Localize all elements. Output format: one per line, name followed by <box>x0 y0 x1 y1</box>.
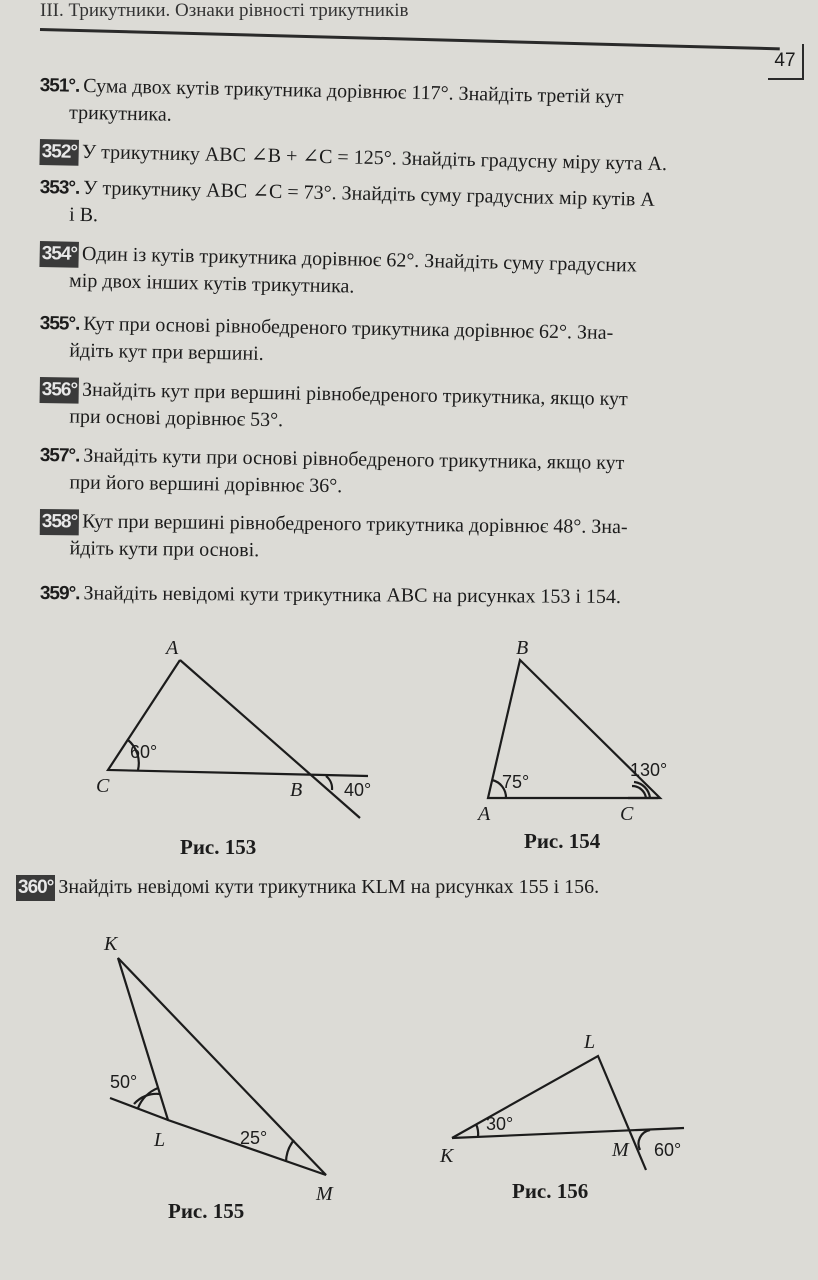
vertex-label-B: B <box>290 779 303 801</box>
figure-caption: Рис. 156 <box>512 1179 589 1203</box>
problem-text: У трикутнику ABC ∠C = 73°. Знайдіть суму градусних мір кутів A <box>83 176 656 211</box>
problem-number: 360° <box>16 875 55 901</box>
angle-label-L-ext: 50° <box>110 1072 138 1092</box>
problem-text-cont: і B. <box>68 203 99 227</box>
angle-arc-K <box>476 1124 478 1137</box>
vertex-label-B: B <box>516 637 529 659</box>
angle-label-C: 60° <box>130 742 158 762</box>
problem-text: У трикутнику ABC ∠B + ∠C = 125°. Знайдіть градусну міру кута A. <box>81 140 668 176</box>
angle-arc-M <box>286 1140 294 1162</box>
problem-number: 354° <box>39 241 79 268</box>
figure-153 <box>108 660 368 818</box>
vertex-label-L: L <box>154 1129 166 1151</box>
problem-number: 356° <box>40 377 80 404</box>
extended-side <box>180 660 360 818</box>
figure-156 <box>452 1056 684 1170</box>
vertex-label-C: C <box>620 803 634 825</box>
problem-text: Сума двох кутів трикутника дорівнює 117°. Знайдіть третій кут <box>83 74 624 109</box>
vertex-label-C: C <box>96 775 110 797</box>
figure-caption: Рис. 155 <box>168 1199 245 1223</box>
problem-text-cont: йдіть кути при основі. <box>69 537 260 562</box>
triangle-sides <box>118 958 326 1175</box>
problem-number: 353°. <box>39 176 80 199</box>
problem-text: Знайдіть кути при основі рівнобедреного трикутника, якщо кут <box>83 444 625 475</box>
angle-label-C-ext: 130° <box>630 760 668 780</box>
page-number: 47 <box>768 44 804 80</box>
vertex-label-A: A <box>166 637 179 659</box>
problem-number: 352° <box>39 139 79 166</box>
extended-side <box>110 1098 168 1120</box>
angle-label-K: 30° <box>486 1114 514 1134</box>
problem-number: 358° <box>40 509 80 535</box>
problem-number: 359°. <box>39 582 80 605</box>
figure-caption: Рис. 153 <box>180 835 257 859</box>
figure-caption: Рис. 154 <box>524 829 601 853</box>
problem-text: Знайдіть кут при вершині рівнобедреного трикутника, якщо кут <box>81 378 628 411</box>
vertex-label-K: K <box>104 933 118 955</box>
problem-number: 351°. <box>39 74 80 97</box>
problem-text: Один із кутів трикутника дорівнює 62°. Знайдіть суму градусних <box>81 242 637 277</box>
problem-number: 355°. <box>39 312 80 335</box>
figure-155 <box>110 958 326 1175</box>
problem-text-cont: при основі дорівнює 53°. <box>69 405 284 432</box>
vertex-label-M: M <box>316 1183 333 1205</box>
running-header: ІІІ. Трикутники. Ознаки рівності трикутників <box>40 0 409 21</box>
problem-number: 357°. <box>39 444 80 467</box>
angle-label-B-ext: 40° <box>344 780 372 800</box>
vertex-label-L: L <box>584 1031 596 1053</box>
problem-text-cont: трикутника. <box>68 101 172 126</box>
problem-text: Знайдіть невідомі кути трикутника KLM на рисунках 155 і 156. <box>58 876 600 898</box>
problem-text: Знайдіть невідомі кути трикутника ABC на рисунках 153 і 154. <box>83 582 622 609</box>
angle-label-M-ext: 60° <box>654 1140 682 1160</box>
vertex-label-K: K <box>440 1145 454 1167</box>
problem-text: Кут при основі рівнобедреного трикутника дорівнює 62°. Зна- <box>83 312 614 345</box>
problem-text: Кут при вершині рівнобедреного трикутника дорівнює 48°. Зна- <box>82 510 628 539</box>
problem-text-cont: йдіть кут при вершині. <box>69 339 264 365</box>
angle-label-M: 25° <box>240 1128 268 1148</box>
vertex-label-A: A <box>478 803 491 825</box>
problem-text-cont: при його вершині дорівнює 36°. <box>69 471 343 498</box>
problem-text-cont: мір двох інших кутів трикутника. <box>68 269 355 298</box>
vertex-label-M: M <box>612 1139 629 1161</box>
angle-label-A: 75° <box>502 772 530 792</box>
angle-arc-M-ext <box>639 1130 650 1150</box>
